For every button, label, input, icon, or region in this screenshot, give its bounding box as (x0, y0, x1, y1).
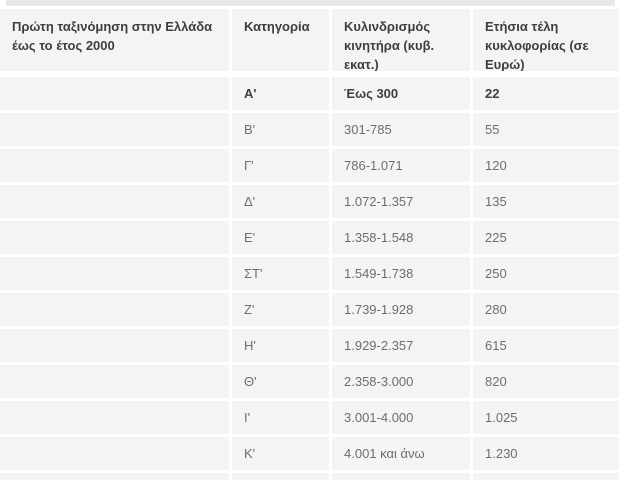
table-row (0, 257, 619, 290)
fee-cell: 225 (473, 221, 619, 254)
category-cell: Β' (232, 113, 329, 146)
category-cell: Ε' (232, 221, 329, 254)
displacement-cell: 301-785 (332, 113, 470, 146)
first-registration-cell (0, 401, 229, 434)
table-row (0, 113, 619, 146)
table-row (0, 329, 619, 362)
category-cell: Ι' (232, 401, 329, 434)
category-cell: Κ' (232, 437, 329, 470)
table-row (0, 293, 619, 326)
fee-cell: 1.230 (473, 437, 619, 470)
displacement-cell: 2.358-3.000 (332, 365, 470, 398)
vehicle-tax-table (0, 9, 619, 480)
displacement-cell: 4.001 και άνω (332, 437, 470, 470)
next-row-partial (0, 473, 619, 480)
table-row (0, 365, 619, 398)
category-cell: Θ' (232, 365, 329, 398)
fee-cell: 55 (473, 113, 619, 146)
displacement-cell: 786-1.071 (332, 149, 470, 182)
fee-cell: 22 (473, 77, 619, 110)
header-category: Κατηγορία (232, 9, 329, 71)
header-displacement: Κυλινδρισμός κινητήρα (κυβ. εκατ.) (332, 9, 470, 71)
category-cell: Η' (232, 329, 329, 362)
category-cell: Γ' (232, 149, 329, 182)
displacement-cell: 1.072-1.357 (332, 185, 470, 218)
table-row (0, 149, 619, 182)
table-row (0, 401, 619, 434)
header-first-registration: Πρώτη ταξινόμηση στην Ελλάδα έως το έτος 2000 (0, 9, 229, 71)
displacement-cell: Έως 300 (332, 77, 470, 110)
displacement-cell (332, 473, 470, 480)
category-cell: ΣΤ' (232, 257, 329, 290)
displacement-cell: 1.549-1.738 (332, 257, 470, 290)
first-registration-cell (0, 257, 229, 290)
first-registration-cell (0, 437, 229, 470)
first-registration-cell (0, 221, 229, 254)
header-annual-fee: Ετήσια τέλη κυκλοφορίας (σε Ευρώ) (473, 9, 619, 71)
fee-cell: 280 (473, 293, 619, 326)
displacement-cell: 1.358-1.548 (332, 221, 470, 254)
displacement-cell: 3.001-4.000 (332, 401, 470, 434)
category-cell (232, 473, 329, 480)
fee-cell: 120 (473, 149, 619, 182)
first-registration-cell (0, 113, 229, 146)
fee-cell (473, 473, 619, 480)
displacement-cell: 1.929-2.357 (332, 329, 470, 362)
first-registration-cell (0, 329, 229, 362)
first-registration-cell (0, 185, 229, 218)
first-registration-cell (0, 365, 229, 398)
fee-cell: 135 (473, 185, 619, 218)
table-header-row (0, 9, 619, 71)
table-row (0, 437, 619, 470)
fee-cell: 820 (473, 365, 619, 398)
first-registration-cell (0, 473, 229, 480)
table-row (0, 185, 619, 218)
first-registration-cell (0, 77, 229, 110)
fee-cell: 1.025 (473, 401, 619, 434)
top-divider (6, 0, 615, 6)
displacement-cell: 1.739-1.928 (332, 293, 470, 326)
category-cell: Δ' (232, 185, 329, 218)
category-cell: Α' (232, 77, 329, 110)
category-cell: Ζ' (232, 293, 329, 326)
table-row (0, 221, 619, 254)
first-registration-cell (0, 149, 229, 182)
first-registration-cell (0, 293, 229, 326)
fee-cell: 615 (473, 329, 619, 362)
table-row (0, 77, 619, 110)
fee-cell: 250 (473, 257, 619, 290)
